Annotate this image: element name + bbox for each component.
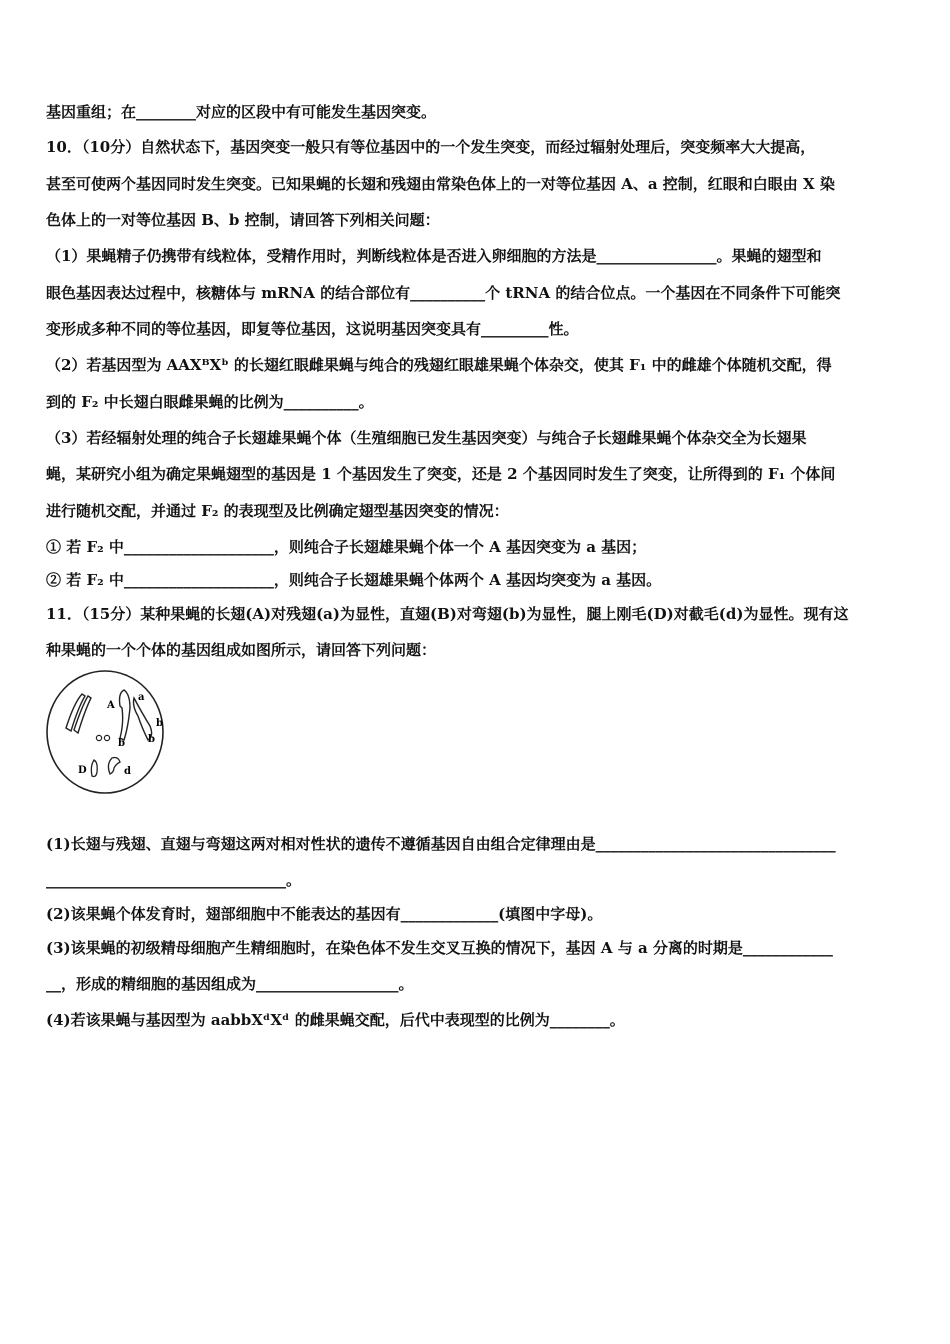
subquestion-1-line: (1)长翅与残翅、直翅与弯翅这两对相对性状的遗传不遵循基因自由组合定律理由是________________________________ — [46, 835, 836, 853]
chromosome-right-1 — [120, 690, 131, 740]
gene-label-A: A — [107, 700, 115, 711]
text-line: 变形成多种不同的等位基因，即复等位基因，这说明基因突变具有_________性。 — [46, 320, 579, 338]
text-line: 色体上的一对等位基因 B、b 控制，请回答下列相关问题： — [46, 211, 440, 229]
gene-label-b: b — [156, 718, 163, 729]
text-line: ________________________________。 — [46, 871, 302, 889]
option-2-line: ② 若 F₂ 中____________________，则纯合子长翅雄果蝇个体两个 A 基因均突变为 a 基因。 — [46, 571, 662, 589]
text-line: 眼色基因表达过程中，核糖体与 mRNA 的结合部位有__________个 tRNA 的结合位点。一个基因在不同条件下可能突 — [46, 284, 841, 302]
text-line: 种果蝇的一个个体的基因组成如图所示，请回答下列问题： — [46, 641, 437, 659]
text-line: 进行随机交配，并通过 F₂ 的表现型及比例确定翅型基因突变的情况： — [46, 502, 509, 520]
text-line: 基因重组；在________对应的区段中有可能发生基因突变。 — [46, 103, 437, 121]
subquestion-3-line: (3)该果蝇的初级精母细胞产生精细胞时，在染色体不发生交叉互换的情况下，基因 A 与 a 分离的时期是____________ — [46, 939, 833, 957]
subquestion-2-line: （2）若基因型为 AAXᴮXᵇ 的长翅红眼雌果蝇与纯合的残翅红眼雄果蝇个体杂交，使其 F₁ 中的雌雄个体随机交配，得 — [46, 356, 832, 374]
question-11-line: 11．（15分）某种果蝇的长翅(A)对残翅(a)为显性，直翅(B)对弯翅(b)为显性，腿上刚毛(D)对截毛(d)为显性。现有这 — [46, 605, 849, 623]
gene-label-D: D — [78, 765, 87, 776]
subquestion-4-line: (4)若该果蝇与基因型为 aabbXᵈXᵈ 的雌果蝇交配，后代中表现型的比例为________。 — [46, 1011, 625, 1029]
subquestion-2-line: (2)该果蝇个体发育时，翅部细胞中不能表达的基因有_____________(填图中字母)。 — [46, 905, 603, 923]
subquestion-3-line: （3）若经辐射处理的纯合子长翅雄果蝇个体（生殖细胞已发生基因突变）与纯合子长翅雌果蝇个体杂交全为长翅果 — [46, 429, 807, 447]
subquestion-1-line: （1）果蝇精子仍携带有线粒体，受精作用时，判断线粒体是否进入卵细胞的方法是________________。果蝇的翅型和 — [46, 247, 822, 265]
cell-outline — [47, 671, 163, 793]
text-line: __，形成的精细胞的基因组成为___________________。 — [46, 975, 414, 993]
gene-label-d: d — [124, 766, 131, 777]
text-line: 到的 F₂ 中长翅白眼雌果蝇的比例为__________。 — [46, 393, 374, 411]
small-chromosome-1 — [96, 735, 101, 740]
text-line: 蝇，某研究小组为确定果蝇翅型的基因是 1 个基因发生了突变，还是 2 个基因同时发生了突变，让所得到的 F₁ 个体间 — [46, 465, 836, 483]
small-chromosome-2 — [104, 735, 109, 740]
chromosome-y — [108, 758, 120, 775]
text-line: 甚至可使两个基因同时发生突变。已知果蝇的长翅和残翅由常染色体上的一对等位基因 A、a 控制，红眼和白眼由 X 染 — [46, 175, 835, 193]
question-10-line: 10．（10分）自然状态下，基因突变一般只有等位基因中的一个发生突变，而经过辐射处理后，突变频率大大提高， — [46, 138, 816, 156]
gene-label-b: b — [148, 734, 155, 745]
chromosome-cell-figure — [44, 668, 166, 796]
chromosome-x — [91, 760, 97, 777]
gene-label-b: b — [118, 738, 125, 749]
option-1-line: ① 若 F₂ 中____________________，则纯合子长翅雄果蝇个体一个 A 基因突变为 a 基因； — [46, 538, 647, 556]
gene-label-a: a — [138, 692, 145, 703]
